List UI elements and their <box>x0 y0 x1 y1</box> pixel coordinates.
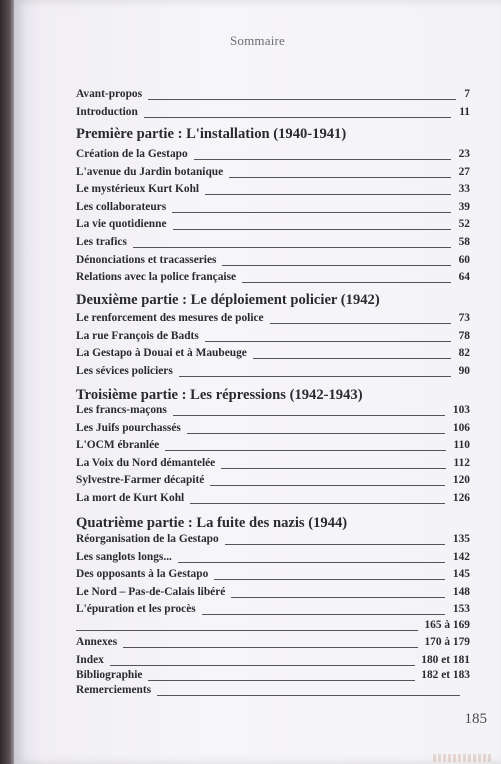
toc-entry <box>76 106 470 122</box>
toc-entry <box>76 457 470 473</box>
toc-entry-page: 73 <box>458 312 470 324</box>
toc-entry-title: Remerciements <box>76 684 152 696</box>
toc-entry <box>76 684 470 700</box>
leader-line <box>148 99 456 100</box>
toc-entry-title: Les trafics <box>76 236 127 248</box>
toc-entry-title: Introduction <box>76 105 138 118</box>
toc-entry-title: La rue François de Badts <box>76 329 199 342</box>
toc-entry-title: Annexes <box>76 636 118 648</box>
page-number: 185 <box>464 711 487 727</box>
toc-entry <box>76 551 470 567</box>
leader-line <box>173 229 451 230</box>
toc-entry-page: 145 <box>452 568 470 581</box>
toc-entry-title: Dénonciations et tracasseries <box>76 253 217 266</box>
leader-line <box>222 265 451 266</box>
toc-entry-title: Les sanglots longs... <box>76 550 172 563</box>
toc-entry-title: Les collaborateurs <box>76 200 167 213</box>
toc-entry-title: Sylvestre-Farmer décapité <box>76 474 205 487</box>
leader-line <box>110 665 415 666</box>
toc-entry-page: 39 <box>458 200 470 213</box>
leader-line <box>202 614 445 615</box>
book-page <box>14 0 501 764</box>
leader-line <box>194 159 451 160</box>
toc-entry-title: La Gestapo à Douai et à Maubeuge <box>76 347 247 360</box>
toc-entry-page: 78 <box>458 329 470 342</box>
toc-entry <box>76 586 470 602</box>
toc-entry-title: Des opposants à la Gestapo <box>76 568 209 581</box>
toc-entry-page: 23 <box>458 148 470 160</box>
leader-line <box>242 282 451 283</box>
toc-entry-title: La vie quotidienne <box>76 218 167 231</box>
leader-line <box>76 630 418 631</box>
leader-line <box>214 579 445 580</box>
toc-entry-title: Relations avec la police française <box>76 271 237 284</box>
toc-entry <box>76 654 470 670</box>
leader-line <box>221 468 446 469</box>
part-heading: Deuxième partie : Le déploiement policier (1942) <box>76 292 380 308</box>
toc-entry-title: Les francs-maçons <box>76 404 167 416</box>
toc-entry <box>76 183 470 199</box>
toc-entry-title: Les Juifs pourchassés <box>76 421 181 434</box>
leader-line <box>231 597 445 598</box>
toc-entry-title: Le Nord – Pas-de-Calais libéré <box>76 585 226 598</box>
toc-entry-title: L'OCM ébranlée <box>76 439 160 452</box>
leader-line <box>173 415 445 416</box>
toc-entry-page: 11 <box>459 105 470 118</box>
toc-entry <box>76 474 470 490</box>
leader-line <box>210 485 445 486</box>
toc-entry <box>76 422 470 438</box>
toc-entry <box>76 236 470 252</box>
toc-entry-title: Le mystérieux Kurt Kohl <box>76 183 200 196</box>
leader-line <box>157 695 460 696</box>
toc-entry-page: 58 <box>458 236 470 248</box>
toc-entry <box>76 568 470 584</box>
toc-entry-title: L'épuration et les procès <box>76 603 196 616</box>
page-header: Sommaire <box>229 33 286 48</box>
toc-entry <box>76 271 470 287</box>
toc-entry <box>76 201 470 217</box>
toc-entry-title: La Voix du Nord démantelée <box>76 456 216 469</box>
leader-line <box>225 544 445 545</box>
toc-entry-page: 82 <box>458 347 470 360</box>
toc-entry-page: 180 et 181 <box>421 654 470 666</box>
watermark <box>433 754 493 762</box>
leader-line <box>205 341 451 342</box>
toc-entry-title: Index <box>76 654 104 666</box>
leader-line <box>178 562 445 563</box>
part-heading: Troisième partie : Les répressions (1942-1943) <box>76 387 363 403</box>
toc-entry <box>76 166 470 182</box>
toc-entry <box>76 603 470 619</box>
leader-line <box>133 247 451 248</box>
part-heading: Première partie : L'installation (1940-1941) <box>76 126 347 142</box>
toc-entry-page: 142 <box>452 550 470 563</box>
toc-entry <box>76 365 470 381</box>
toc-entry-page: 52 <box>458 218 470 231</box>
toc-entry <box>76 148 470 164</box>
leader-line <box>187 433 445 434</box>
toc-entry <box>76 619 470 635</box>
toc-entry <box>76 439 470 455</box>
toc-entry-page: 170 à 179 <box>424 636 470 648</box>
toc-entry <box>76 669 470 685</box>
toc-entry-title: Les sévices policiers <box>76 364 173 377</box>
leader-line <box>172 212 451 213</box>
toc-entry-page: 112 <box>453 456 470 469</box>
toc-entry <box>76 330 470 346</box>
toc-entry-title: Bibliographie <box>76 669 143 681</box>
book-spine <box>0 0 14 764</box>
toc-entry-page: 33 <box>458 183 470 196</box>
toc-entry-page: 110 <box>453 439 470 452</box>
toc-entry-title: Avant-propos <box>76 88 143 100</box>
leader-line <box>205 194 451 195</box>
toc-entry-page: 106 <box>452 421 470 434</box>
toc-entry-page: 153 <box>452 603 470 616</box>
leader-line <box>190 503 445 504</box>
leader-line <box>179 376 451 377</box>
toc-entry-page: 7 <box>464 88 470 100</box>
toc-entry-page: 126 <box>452 492 470 504</box>
toc-entry-title: L'avenue du Jardin botanique <box>76 165 224 178</box>
part-heading: Quatrième partie : La fuite des nazis (1944) <box>76 515 348 531</box>
toc-entry-page: 103 <box>452 404 470 416</box>
toc-entry-page: 60 <box>458 253 470 266</box>
toc-entry-page: 148 <box>452 585 470 598</box>
leader-line <box>229 177 451 178</box>
toc-entry-page: 27 <box>458 165 470 178</box>
toc-entry-page: 120 <box>452 474 470 487</box>
toc-entry <box>76 636 470 652</box>
toc-entry <box>76 218 470 234</box>
toc-entry <box>76 254 470 270</box>
toc-entry-page: 90 <box>458 364 470 377</box>
toc-entry-page: 64 <box>458 271 470 284</box>
toc-entry <box>76 88 470 104</box>
toc-entry-title: Réorganisation de la Gestapo <box>76 533 219 545</box>
toc-entry <box>76 347 470 363</box>
leader-line <box>165 450 446 451</box>
toc-entry <box>76 492 470 508</box>
leader-line <box>123 647 418 648</box>
toc-entry-title: La mort de Kurt Kohl <box>76 492 185 504</box>
toc-entry-page: 182 et 183 <box>421 669 470 681</box>
toc-entry-page: 135 <box>452 533 470 545</box>
leader-line <box>270 323 451 324</box>
toc-entry <box>76 312 470 328</box>
leader-line <box>253 358 451 359</box>
toc-entry-title: Création de la Gestapo <box>76 148 188 160</box>
leader-line <box>148 680 415 681</box>
toc-entry-title: Le renforcement des mesures de police <box>76 312 264 324</box>
toc-entry <box>76 533 470 549</box>
toc-entry-page: 165 à 169 <box>424 619 470 631</box>
toc-entry <box>76 404 470 420</box>
leader-line <box>144 117 451 118</box>
